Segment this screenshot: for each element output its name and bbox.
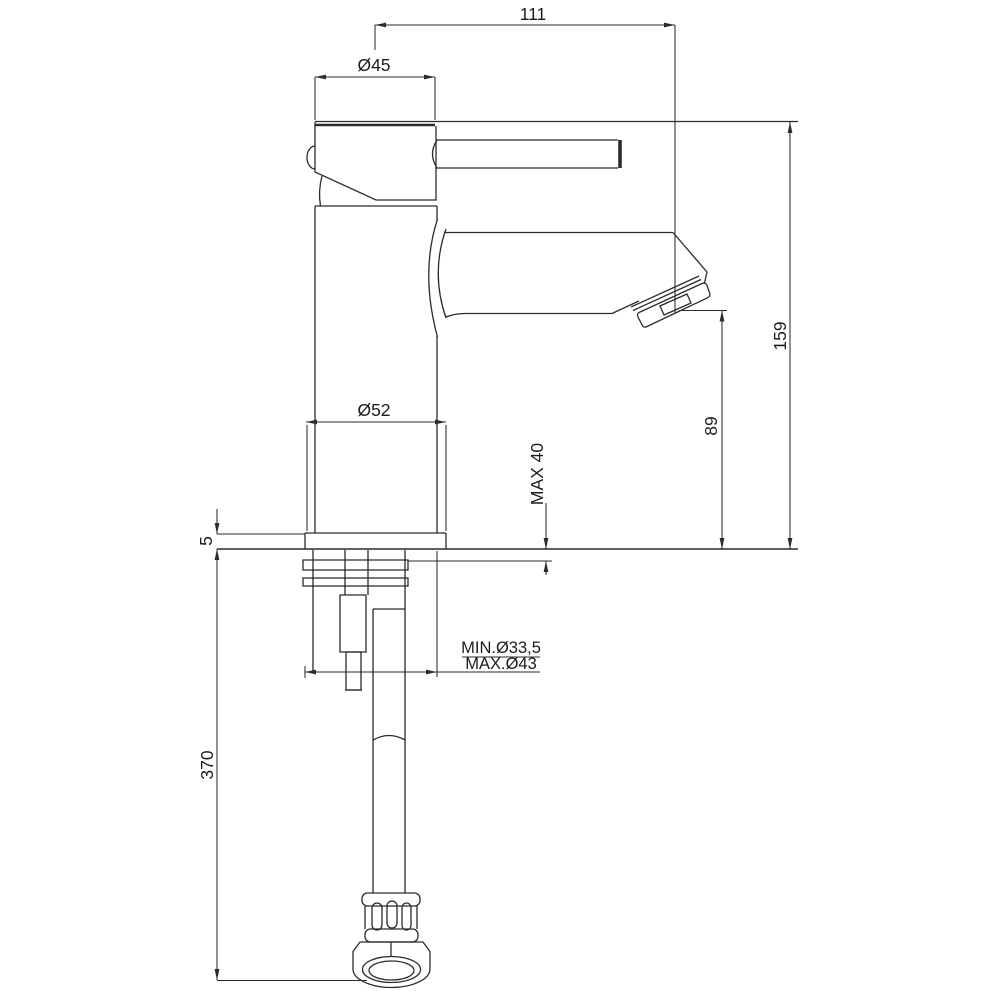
dimension-max-deck-thickness [408,443,552,575]
aerator [631,276,710,327]
dimension-plate-thickness [196,509,305,560]
dimension-outlet-height [679,311,727,550]
dimension-spout-reach [375,4,675,313]
dim-label-370: 370 [197,750,217,780]
dim-label-159: 159 [770,321,790,351]
mounting-hardware [303,550,408,893]
dim-label-5: 5 [196,536,216,546]
spout [444,233,710,328]
dimension-base-diameter [306,400,446,531]
dimension-head-diameter [315,55,435,120]
dimension-hose-length [197,549,367,981]
handle-head [307,122,798,207]
dim-label-d45: Ø45 [357,55,391,75]
faucet-body [315,206,446,533]
dim-label-min-hole: MIN.Ø33,5 [461,639,541,657]
dim-label-111: 111 [519,4,547,24]
flexible-hose [353,736,430,988]
lever-handle [433,140,621,168]
dim-label-89: 89 [701,416,721,436]
dim-label-max-hole: MAX.Ø43 [465,655,537,673]
dim-label-max40: MAX 40 [527,442,547,506]
faucet-outline [217,122,798,988]
dim-label-d52: Ø52 [357,400,391,420]
dimension-total-height [770,122,792,549]
base-plate [305,533,446,549]
